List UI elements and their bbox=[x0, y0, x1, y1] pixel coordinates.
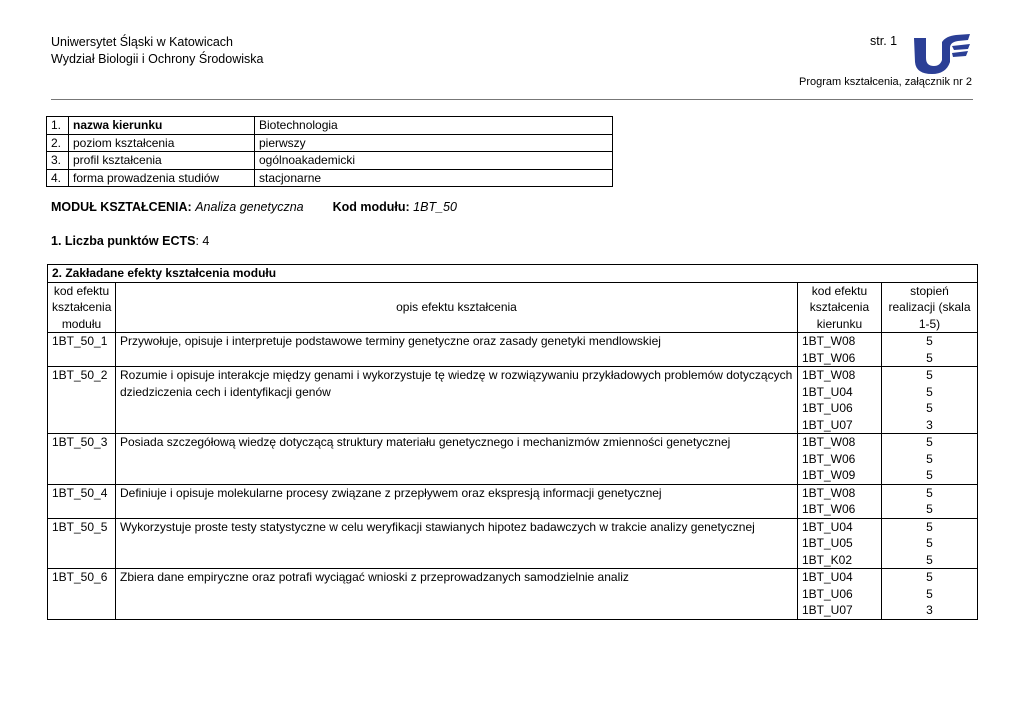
outcome-code: 1BT_50_3 bbox=[48, 434, 116, 485]
realization-level: 5 bbox=[926, 502, 933, 516]
info-row bbox=[47, 169, 613, 187]
realization-level: 3 bbox=[926, 603, 933, 617]
outcome-description: Wykorzystuje proste testy statystyczne w celu weryfikacji stawianych hipotez badawczych w trakcie analizy genetycznej bbox=[116, 518, 798, 569]
module-code: 1BT_50 bbox=[413, 200, 457, 214]
header-direction-code: kod efektu kształcenia kierunku bbox=[797, 282, 881, 333]
outcome-row bbox=[48, 569, 978, 620]
outcome-code: 1BT_50_4 bbox=[48, 484, 116, 518]
module-code-label: Kod modułu: bbox=[332, 200, 410, 214]
header-divider bbox=[51, 99, 973, 100]
realization-level: 5 bbox=[926, 570, 933, 584]
outcome-description: Zbiera dane empiryczne oraz potrafi wyciągać wnioski z przeprowadzanych samodzielnie analiz bbox=[116, 569, 798, 620]
realization-level: 5 bbox=[926, 350, 933, 365]
info-row bbox=[47, 117, 613, 135]
direction-code: 1BT_U06 bbox=[801, 586, 853, 601]
outcome-row bbox=[48, 518, 978, 569]
direction-code: 1BT_W08 bbox=[801, 368, 856, 382]
outcome-row bbox=[48, 434, 978, 485]
direction-code: 1BT_U04 bbox=[801, 519, 853, 534]
direction-code: 1BT_U07 bbox=[801, 417, 853, 432]
university-name: Uniwersytet Śląski w Katowicach bbox=[51, 35, 234, 49]
direction-code: 1BT_W06 bbox=[801, 502, 856, 516]
document-header bbox=[51, 34, 263, 68]
faculty-name: Wydział Biologii i Ochrony Środowiska bbox=[51, 52, 264, 66]
program-note: Program kształcenia, załącznik nr 2 bbox=[798, 76, 972, 88]
ects-value: : 4 bbox=[195, 234, 210, 248]
page-number: str. 1 bbox=[870, 34, 898, 48]
info-value: pierwszy bbox=[255, 134, 613, 152]
realization-level: 5 bbox=[926, 586, 933, 601]
realization-levels bbox=[881, 333, 977, 367]
info-no: 4. bbox=[47, 169, 69, 187]
direction-codes bbox=[797, 333, 881, 367]
info-label: profil kształcenia bbox=[69, 152, 255, 170]
realization-level: 5 bbox=[926, 552, 933, 567]
realization-levels bbox=[881, 518, 977, 569]
outcome-description: Rozumie i opisuje interakcje między genami i wykorzystuje tę wiedzę w rozwiązywaniu przykładowych problemów dotyczących dziedziczenia cech i identyfikacji genów bbox=[116, 367, 798, 434]
direction-codes bbox=[797, 367, 881, 434]
info-row bbox=[47, 152, 613, 170]
realization-level: 5 bbox=[926, 468, 933, 482]
direction-code: 1BT_W08 bbox=[801, 485, 856, 500]
outcome-row bbox=[48, 484, 978, 518]
realization-level: 3 bbox=[926, 417, 933, 432]
outcome-row bbox=[48, 367, 978, 434]
info-label: poziom kształcenia bbox=[69, 134, 255, 152]
outcome-row bbox=[48, 333, 978, 367]
info-no: 3. bbox=[47, 152, 69, 170]
direction-code: 1BT_W08 bbox=[801, 435, 856, 449]
realization-levels bbox=[881, 434, 977, 485]
program-info-table bbox=[46, 116, 613, 187]
realization-levels bbox=[881, 484, 977, 518]
outcome-code: 1BT_50_1 bbox=[48, 333, 116, 367]
info-row bbox=[47, 134, 613, 152]
module-line bbox=[51, 200, 457, 214]
realization-level: 5 bbox=[926, 334, 933, 348]
direction-code: 1BT_U06 bbox=[801, 401, 853, 415]
realization-level: 5 bbox=[926, 451, 933, 466]
ects-line bbox=[51, 234, 209, 248]
realization-level: 5 bbox=[926, 368, 933, 382]
direction-code: 1BT_W08 bbox=[801, 334, 856, 348]
outcome-description: Przywołuje, opisuje i interpretuje podstawowe terminy genetyczne oraz zasady genetyki mendlowskiej bbox=[116, 333, 798, 367]
realization-levels bbox=[881, 367, 977, 434]
outcome-code: 1BT_50_6 bbox=[48, 569, 116, 620]
direction-codes bbox=[797, 518, 881, 569]
info-value: ogólnoakademicki bbox=[255, 152, 613, 170]
realization-levels bbox=[881, 569, 977, 620]
realization-level: 5 bbox=[926, 384, 933, 399]
module-name: Analiza genetyczna bbox=[195, 200, 304, 214]
learning-outcomes-table bbox=[47, 264, 978, 620]
direction-code: 1BT_W06 bbox=[801, 350, 856, 365]
ects-label: 1. Liczba punktów ECTS bbox=[51, 234, 196, 248]
info-no: 2. bbox=[47, 134, 69, 152]
direction-code: 1BT_K02 bbox=[801, 552, 853, 567]
outcome-description: Posiada szczegółową wiedzę dotyczącą struktury materiału genetycznego i mechanizmów zmienności genetycznej bbox=[116, 434, 798, 485]
header-description: opis efektu kształcenia bbox=[116, 282, 798, 333]
realization-level: 5 bbox=[926, 435, 933, 449]
info-value: Biotechnologia bbox=[255, 117, 613, 135]
info-value: stacjonarne bbox=[255, 169, 613, 187]
direction-code: 1BT_U05 bbox=[801, 536, 853, 550]
outcome-code: 1BT_50_5 bbox=[48, 518, 116, 569]
university-logo bbox=[912, 32, 972, 76]
info-label: forma prowadzenia studiów bbox=[69, 169, 255, 187]
module-label: MODUŁ KSZTAŁCENIA: bbox=[51, 200, 192, 214]
direction-codes bbox=[797, 569, 881, 620]
realization-level: 5 bbox=[926, 536, 933, 550]
outcomes-title: 2. Zakładane efekty kształcenia modułu bbox=[48, 265, 978, 283]
direction-codes bbox=[797, 434, 881, 485]
header-module-code: kod efektu kształcenia modułu bbox=[48, 282, 116, 333]
direction-code: 1BT_U04 bbox=[801, 570, 853, 584]
realization-level: 5 bbox=[926, 401, 933, 415]
direction-code: 1BT_W06 bbox=[801, 451, 856, 466]
direction-code: 1BT_U07 bbox=[801, 603, 853, 617]
info-no: 1. bbox=[47, 117, 69, 135]
direction-code: 1BT_U04 bbox=[801, 384, 853, 399]
header-level: stopień realizacji (skala 1-5) bbox=[881, 282, 977, 333]
direction-code: 1BT_W09 bbox=[801, 468, 856, 482]
realization-level: 5 bbox=[926, 519, 933, 534]
info-label: nazwa kierunku bbox=[69, 117, 255, 135]
realization-level: 5 bbox=[926, 485, 933, 500]
outcome-code: 1BT_50_2 bbox=[48, 367, 116, 434]
outcome-description: Definiuje i opisuje molekularne procesy związane z przepływem oraz ekspresją informacji genetycznej bbox=[116, 484, 798, 518]
direction-codes bbox=[797, 484, 881, 518]
